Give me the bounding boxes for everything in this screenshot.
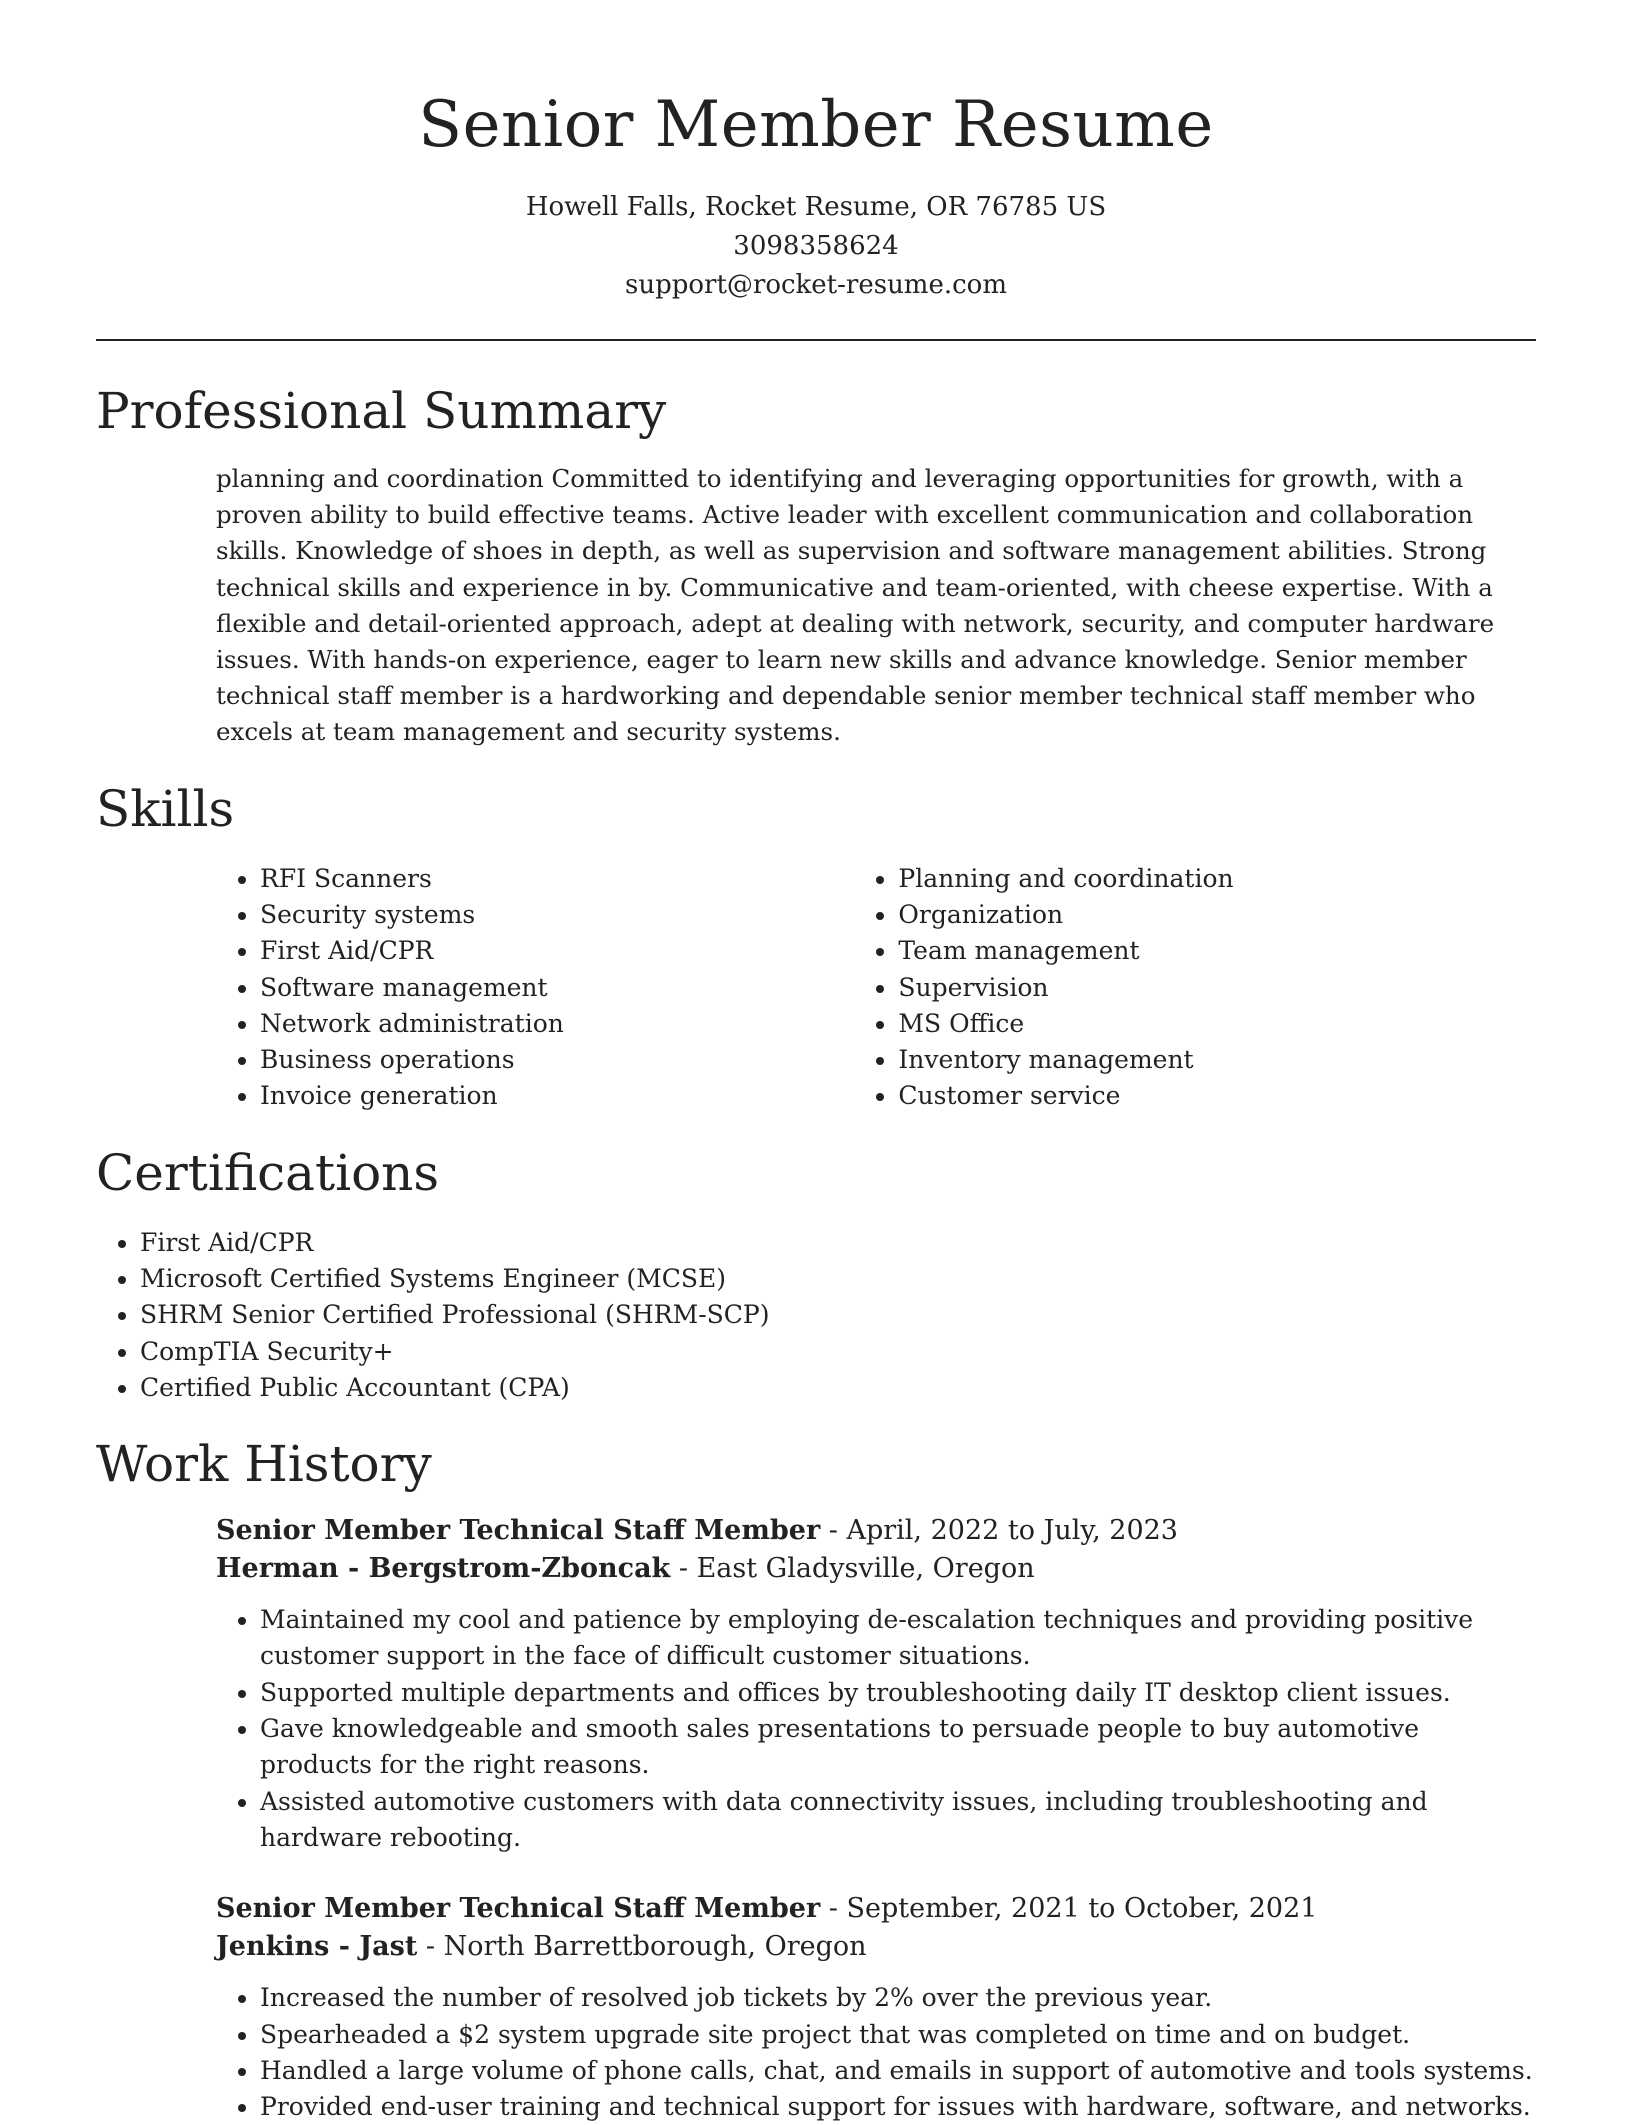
job-bullets bbox=[216, 1602, 1536, 1856]
contact-block bbox=[96, 188, 1536, 305]
job-bullet: • Increased the number of resolved job tickets by 2% over the previous year. bbox=[260, 1980, 1536, 2016]
skill-item: • Supervision bbox=[898, 970, 1536, 1006]
job-location: - East Gladysville, Oregon bbox=[670, 1553, 1035, 1585]
certification-item: • Microsoft Certified Systems Engineer (MCSE) bbox=[140, 1261, 1536, 1297]
job-title: Senior Member Technical Staff Member bbox=[216, 1893, 821, 1925]
job-company: Jenkins - Jast bbox=[216, 1931, 418, 1963]
skills-columns bbox=[216, 861, 1536, 1115]
job-title: Senior Member Technical Staff Member bbox=[216, 1515, 821, 1547]
certification-item: • First Aid/CPR bbox=[140, 1225, 1536, 1261]
job-bullet: • Assisted automotive customers with data connectivity issues, including troubleshooting and hardware rebooting. bbox=[260, 1784, 1536, 1857]
skill-item: • Software management bbox=[260, 970, 854, 1006]
skill-item: • Business operations bbox=[260, 1042, 854, 1078]
header-divider bbox=[96, 339, 1536, 341]
contact-email: support@rocket-resume.com bbox=[624, 270, 1007, 300]
skill-item: • Security systems bbox=[260, 897, 854, 933]
job-company-line bbox=[216, 1550, 1536, 1588]
job-title-line bbox=[216, 1890, 1536, 1928]
contact-address: Howell Falls, Rocket Resume, OR 76785 US bbox=[525, 192, 1107, 222]
job-bullet: • Provided end-user training and technical support for issues with hardware, software, and networks. bbox=[260, 2089, 1536, 2125]
job-company: Herman - Bergstrom-Zboncak bbox=[216, 1553, 671, 1585]
summary-heading: Professional Summary bbox=[96, 382, 667, 440]
skill-item: • RFI Scanners bbox=[260, 861, 854, 897]
certifications-heading: Certifications bbox=[96, 1143, 440, 1202]
job-company-line bbox=[216, 1928, 1536, 1966]
work-history-heading: Work History bbox=[96, 1435, 432, 1494]
skill-item: • Network administration bbox=[260, 1006, 854, 1042]
job-location: - North Barrettborough, Oregon bbox=[417, 1931, 867, 1963]
job-bullet: • Maintained my cool and patience by employing de-escalation techniques and providing positive customer support in the face of difficult customer situations. bbox=[260, 1602, 1536, 1675]
job-dates: - April, 2022 to July, 2023 bbox=[820, 1515, 1178, 1547]
skill-item: • MS Office bbox=[898, 1006, 1536, 1042]
job-bullet: • Supported multiple departments and offices by troubleshooting daily IT desktop client issues. bbox=[260, 1675, 1536, 1711]
skill-item: • Inventory management bbox=[898, 1042, 1536, 1078]
skill-item: • Invoice generation bbox=[260, 1078, 854, 1114]
skill-item: • Customer service bbox=[898, 1078, 1536, 1114]
job-bullet: • Handled a large volume of phone calls, chat, and emails in support of automotive and tools systems. bbox=[260, 2053, 1536, 2089]
skills-heading: Skills bbox=[96, 779, 235, 838]
skills-list-right bbox=[854, 861, 1536, 1115]
job-dates: - September, 2021 to October, 2021 bbox=[820, 1893, 1318, 1925]
skill-item: • Team management bbox=[898, 933, 1536, 969]
skills-list-left bbox=[216, 861, 854, 1115]
skill-item: • Organization bbox=[898, 897, 1536, 933]
job-bullet: • Spearheaded a $2 system upgrade site project that was completed on time and on budget. bbox=[260, 2017, 1536, 2053]
certifications-list bbox=[96, 1225, 1536, 1406]
job-bullet: • Gave knowledgeable and smooth sales presentations to persuade people to buy automotive products for the right reasons. bbox=[260, 1711, 1536, 1784]
skill-item: • Planning and coordination bbox=[898, 861, 1536, 897]
job-title-line bbox=[216, 1512, 1536, 1550]
job-entry bbox=[216, 1512, 1536, 1856]
job-entry bbox=[216, 1890, 1536, 2125]
contact-phone: 3098358624 bbox=[733, 231, 899, 261]
resume-page bbox=[96, 0, 1536, 2125]
summary-text: planning and coordination Committed to identifying and leveraging opportunities for growth, with a proven ability to build effective teams. Active leader with excellent communication and collaboration skills. Knowledge of shoes in depth, as well as supervision and software management abilities. Strong technical skills and experience in by. Communicative and team-oriented, with cheese expertise. With a flexible and detail-oriented approach, adept at dealing with network, security, and computer hardware issues. With hands-on experience, eager to learn new skills and advance knowledge. Senior member technical staff member is a hardworking and dependable senior member technical staff member who excels at team management and security systems. bbox=[216, 464, 1495, 747]
certification-item: • SHRM Senior Certified Professional (SHRM-SCP) bbox=[140, 1297, 1536, 1333]
job-bullets bbox=[216, 1980, 1536, 2125]
certification-item: • Certified Public Accountant (CPA) bbox=[140, 1370, 1536, 1406]
skill-item: • First Aid/CPR bbox=[260, 933, 854, 969]
certification-item: • CompTIA Security+ bbox=[140, 1334, 1536, 1370]
resume-title: Senior Member Resume bbox=[418, 88, 1214, 162]
